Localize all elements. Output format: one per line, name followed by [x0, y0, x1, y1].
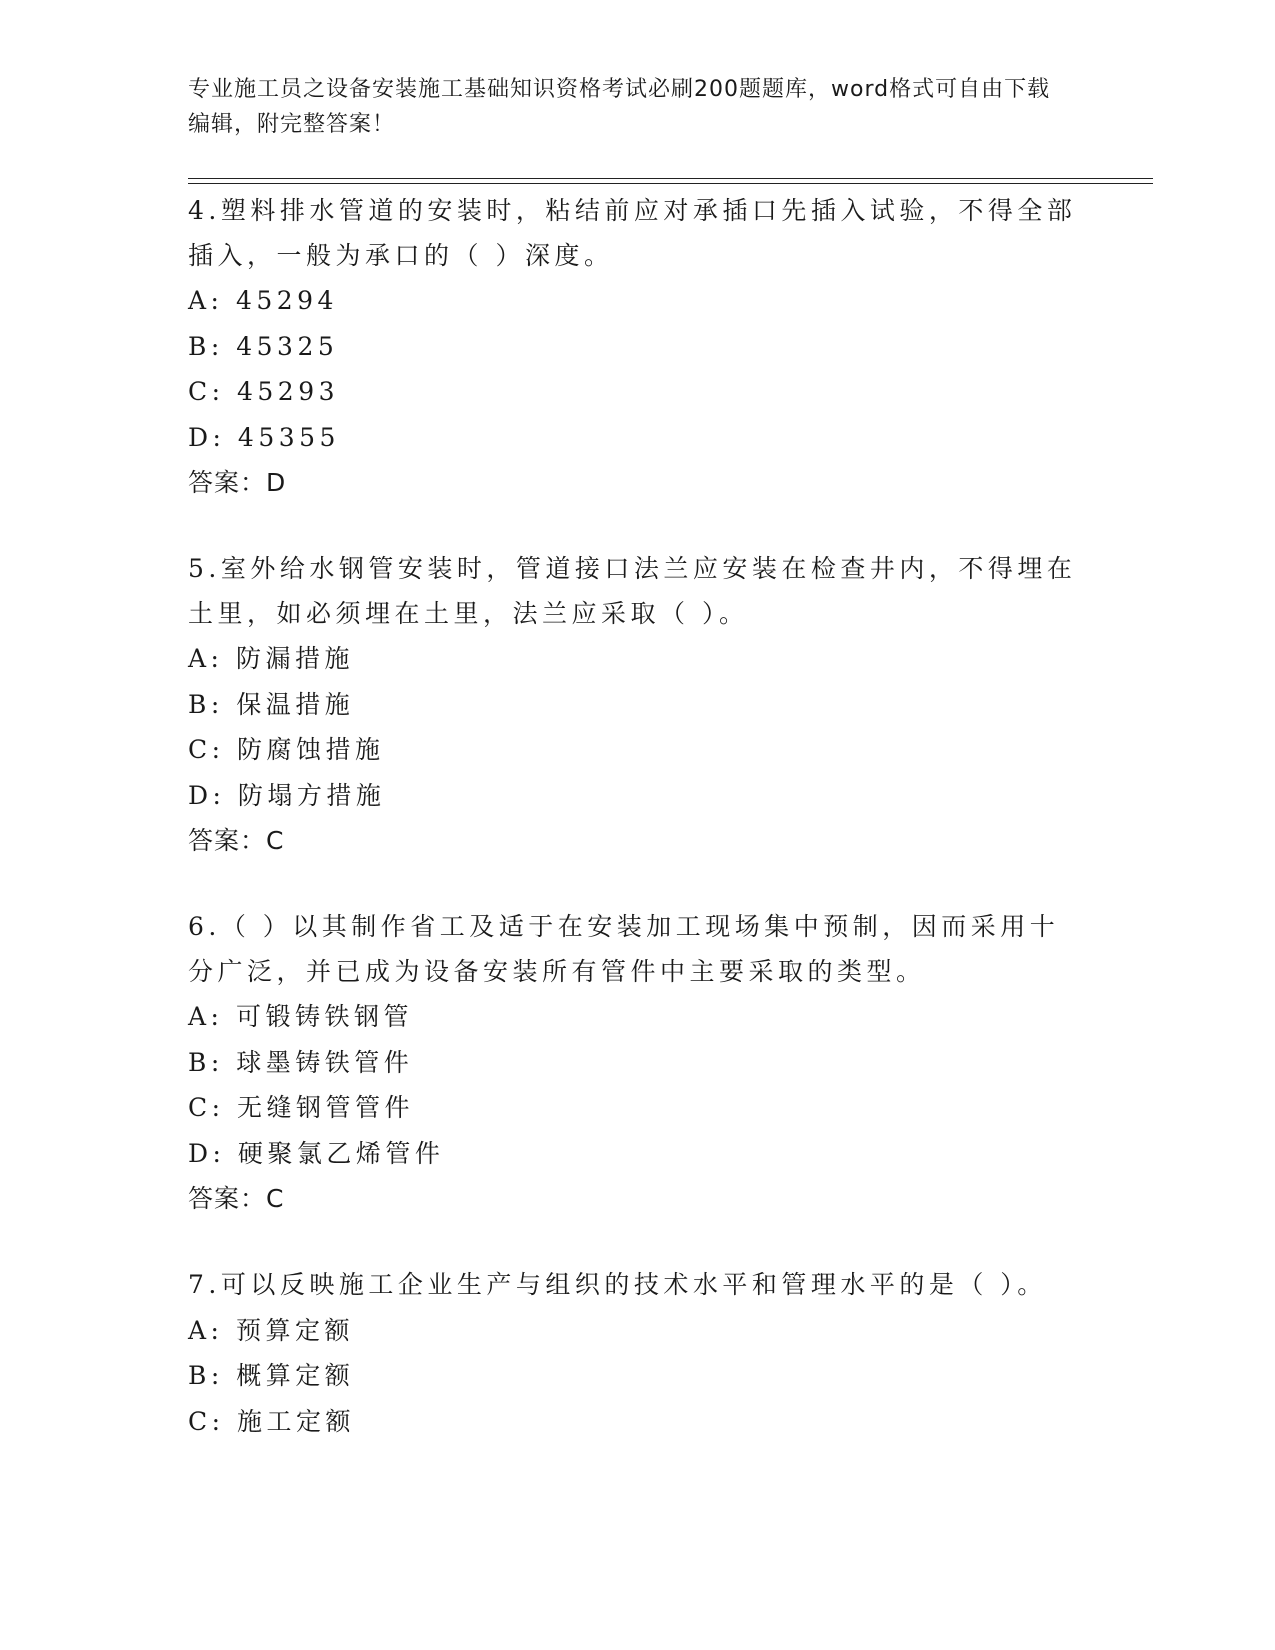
question-number: 4.	[188, 196, 221, 225]
document-header	[188, 72, 1068, 142]
option-a	[188, 1308, 1088, 1354]
option-d	[188, 1131, 1088, 1177]
option-text: 概算定额	[236, 1361, 355, 1390]
option-b	[188, 1353, 1088, 1399]
answer-label: 答案：	[188, 826, 267, 855]
option-text: 45325	[236, 331, 339, 361]
option-c	[188, 369, 1088, 415]
option-key: C:	[188, 1406, 237, 1436]
option-text: 防漏措施	[235, 644, 354, 673]
option-b	[188, 324, 1088, 370]
option-text: 施工定额	[237, 1406, 356, 1436]
header-divider-bottom	[188, 183, 1153, 184]
option-text: 防塌方措施	[237, 780, 386, 810]
option-text: 45293	[237, 377, 340, 406]
option-a	[188, 636, 1088, 682]
option-text: 可锻铸铁钢管	[235, 1002, 413, 1031]
question-text: （ ）以其制作省工及适于在安装加工现场集中预制，因而采用十分广泛，并已成为设备安装所有管件中主要采取的类型。	[188, 912, 1060, 986]
option-key: C:	[188, 377, 237, 406]
option-text: 45294	[235, 286, 338, 315]
document-title: 专业施工员之设备安装施工基础知识资格考试必刷200题题库，word格式可自由下载编辑，附完整答案！	[188, 77, 1051, 137]
option-key: C:	[188, 735, 237, 764]
question-text: 可以反映施工企业生产与组织的技术水平和管理水平的是（ ）。	[220, 1270, 1047, 1299]
option-a	[188, 994, 1088, 1040]
option-c	[188, 1085, 1088, 1131]
option-key: B:	[188, 1361, 237, 1390]
question-5	[188, 547, 1088, 864]
question-list	[188, 189, 1088, 1485]
option-key: C:	[188, 1093, 237, 1122]
option-c	[188, 727, 1088, 773]
option-text: 45355	[237, 422, 340, 452]
option-b	[188, 682, 1088, 728]
answer-value: D	[266, 468, 287, 497]
option-text: 保温措施	[236, 689, 355, 719]
option-key: D:	[188, 1138, 238, 1168]
option-key: A:	[188, 644, 236, 673]
question-text: 塑料排水管道的安装时，粘结前应对承插口先插入试验，不得全部插入，一般为承口的（ ）深度。	[188, 196, 1077, 270]
option-text: 防腐蚀措施	[237, 735, 385, 764]
option-c	[188, 1399, 1088, 1445]
option-d	[188, 415, 1088, 461]
option-text: 球墨铸铁管件	[236, 1047, 414, 1077]
question-6	[188, 905, 1088, 1222]
question-text: 室外给水钢管安装时，管道接口法兰应安装在检查井内，不得埋在土里，如必须埋在土里，法兰应采取（ ）。	[188, 554, 1077, 628]
header-divider-top	[188, 178, 1153, 179]
option-b	[188, 1040, 1088, 1086]
option-key: D:	[188, 780, 238, 810]
answer-label: 答案：	[188, 1184, 267, 1213]
option-key: A:	[188, 286, 236, 315]
question-4	[188, 189, 1088, 506]
question-number: 6.	[188, 912, 221, 941]
option-a	[188, 278, 1088, 324]
answer-value: C	[266, 826, 285, 855]
option-key: B:	[188, 1047, 237, 1077]
option-d	[188, 773, 1088, 819]
answer-line	[188, 460, 1088, 506]
question-stem	[188, 905, 1078, 994]
option-key: A:	[188, 1002, 236, 1031]
option-key: B:	[188, 689, 237, 719]
question-stem	[188, 1263, 1078, 1308]
option-key: B:	[188, 331, 237, 361]
option-text: 硬聚氯乙烯管件	[237, 1138, 445, 1168]
option-text: 无缝钢管管件	[237, 1093, 415, 1122]
question-stem	[188, 547, 1078, 636]
answer-value: C	[266, 1184, 285, 1213]
option-key: D:	[188, 422, 238, 452]
answer-line	[188, 1176, 1088, 1222]
option-key: A:	[188, 1315, 236, 1345]
answer-line	[188, 818, 1088, 864]
question-number: 5.	[188, 554, 221, 583]
question-number: 7.	[188, 1270, 221, 1299]
question-7	[188, 1263, 1088, 1444]
answer-label: 答案：	[188, 468, 267, 497]
option-text: 预算定额	[235, 1315, 354, 1345]
question-stem	[188, 189, 1078, 278]
